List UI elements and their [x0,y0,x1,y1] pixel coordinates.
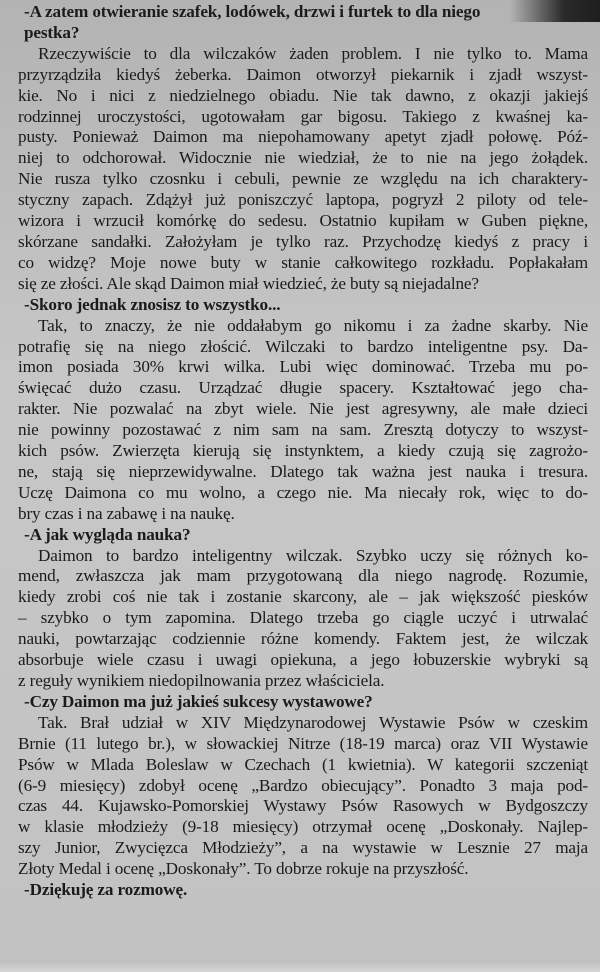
answer-text-line: ne, stają się nieprzewidywalne. Dlatego tak ważna jest nauka i tresura. [18,461,588,481]
answer-text-line: święcać dużo czasu. Urządzać długie spacery. Kształtować jego cha- [18,378,588,398]
answer-text-line: w klasie młodzieży (9-18 miesięcy) otrzymał ocenę „Doskonały. Najlep- [18,817,588,837]
answer-text-line: Złoty Medal i ocenę „Doskonały”. To dobrze rokuje na przyszłość. [18,859,469,879]
answer-text-line: się ze złości. Ale skąd Daimon miał wiedzieć, że buty są niejadalne? [18,273,479,293]
answer-text-line: kie. No i nici z niedzielnego obiadu. Nie tak dawno, z okazji jakiejś [18,85,588,105]
article-text-column [18,2,588,901]
answer-text-line: Tak, to znaczy, że nie oddałabym go nikomu i za żadne skarby. Nie [38,315,588,335]
answer-text-line: szy Junior, Zwycięzca Młodzieży”, a na wystawie w Lesznie 27 maja [18,838,588,858]
answer-text-line: Rzeczywiście to dla wilczaków żaden problem. I nie tylko to. Mama [38,43,588,63]
answer-text-line: mend, zwłaszcza jak mam przygotowaną dla niego nagrodę. Rozumie, [18,566,588,586]
answer-text-line: wizora i wrzucił komórkę do sedesu. Ostatnio kupiłam w Guben piękne, [18,211,588,231]
interview-question: -A zatem otwieranie szafek, lodówek, drzwi i furtek to dla niego [24,2,481,21]
answer-text-line: styczny zapach. Zdążył już poniszczyć laptopa, pogryzł 2 piloty od tele- [18,190,588,210]
answer-text-line: z reguły wynikiem niedopilnowania przez właściciela. [18,671,385,690]
answer-text-line: Psów w Mlada Boleslaw w Czechach (1 kwietnia). W kategorii szczeniąt [18,754,588,774]
answer-text-line: (6-9 miesięcy) zdobył ocenę „Bardzo obiecujący”. Ponadto 3 maja pod- [18,775,588,795]
answer-text-line: niej to odchorował. Widocznie nie wiedział, że to nie na jego żołądek. [18,148,588,168]
interview-question: -Dziękuję za rozmowę. [24,880,188,900]
answer-text-line: bry czas i na zabawę i na naukę. [18,503,235,523]
interview-question: -Czy Daimon ma już jakieś sukcesy wystawowe? [24,691,373,711]
interview-question: -A jak wygląda nauka? [24,524,191,544]
answer-text-line: absorbuje wiele czasu i uwagi opiekuna, a jego łobuzerskie wybryki są [18,650,588,670]
answer-text-line: Daimon to bardzo inteligentny wilczak. Szybko uczy się różnych ko- [38,545,588,565]
answer-text-line: imon posiada 30% krwi wilka. Lubi więc dominować. Trzeba mu po- [18,357,588,377]
answer-text-line: rodzinnej uroczystości, ugotowałam gar bigosu. Takiego z kwaśnej ka- [18,106,588,126]
answer-text-line: – szybko o tym zapomina. Dlatego trzeba go ciągle uczyć i utrwalać [18,608,588,628]
answer-text-line: skórzane sandałki. Założyłam je tylko raz. Przychodzę kiedyś z pracy i [18,231,588,251]
interview-question: pestka? [24,22,80,42]
answer-text-line: potrafię się na niego złościć. Wilczaki to bardzo inteligentne psy. Da- [18,336,588,356]
answer-text-line: przyrządziła kiedyś żeberka. Daimon otworzył piekarnik i zjadł wszyst- [18,64,588,84]
answer-text-line: pusty. Ponieważ Daimon ma niepohamowany apetyt zjadł połowę. Póź- [18,127,588,147]
interview-question: -Skoro jednak znosisz to wszystko... [24,294,281,314]
answer-text-line: Nie rusza tylko czosnku i cebuli, pewnie ze względu na ich charaktery- [18,169,588,189]
answer-text-line: czas 44. Kujawsko-Pomorskiej Wystawy Psów Rasowych w Bydgoszczy [18,796,588,816]
answer-text-line: co widzę? Moje nowe buty w stanie całkowitego rozkładu. Popłakałam [18,252,588,272]
answer-text-line: nauki, powtarzając codziennie różne komendy. Faktem jest, że wilczak [18,629,588,649]
answer-text-line: kiedy zrobi coś nie tak i zostanie skarcony, ale – jak większość piesków [18,587,588,607]
page-edge [0,960,600,972]
answer-text-line: nie powinny pozostawać z nim sam na sam. Zresztą dotyczy to wszyst- [18,420,588,440]
answer-text-line: Brnie (11 lutego br.), w słowackiej Nitrze (18-19 marca) oraz VII Wystawie [18,733,588,753]
answer-text-line: Tak. Brał udział w XIV Międzynarodowej Wystawie Psów w czeskim [38,712,588,732]
answer-text-line: rakter. Nie pozwalać na zbyt wiele. Nie jest agresywny, ale małe dzieci [18,399,588,419]
answer-text-line: kich psów. Zwierzęta kierują się instynktem, a kiedy czują się zagrożo- [18,441,588,461]
answer-text-line: Uczę Daimona co mu wolno, a czego nie. Ma niecały rok, więc to do- [18,482,588,502]
